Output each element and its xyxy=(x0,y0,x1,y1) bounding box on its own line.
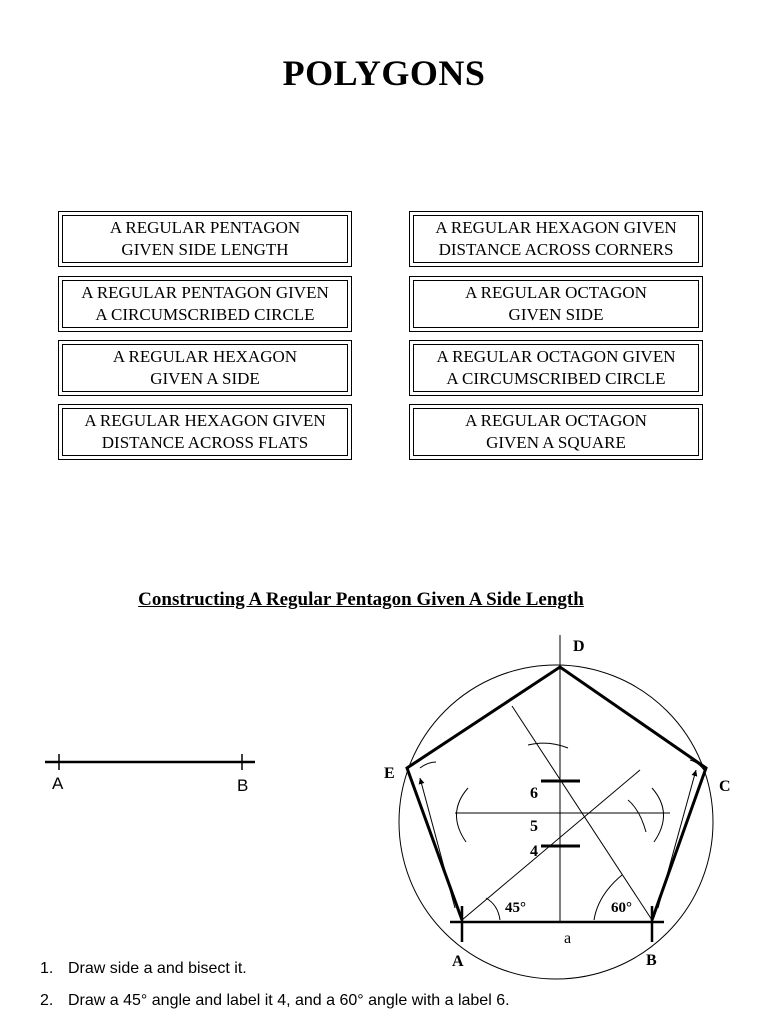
button-line-2: A CIRCUMSCRIBED CIRCLE xyxy=(446,369,666,388)
angle-label-60: 60° xyxy=(611,900,632,916)
vertex-label-b: B xyxy=(646,952,657,969)
vertex-label-a: A xyxy=(452,953,464,970)
button-line-2: DISTANCE ACROSS FLATS xyxy=(101,433,309,452)
page-title: POLYGONS xyxy=(282,53,486,93)
button-line-1: A REGULAR OCTAGON xyxy=(465,411,647,430)
button-line-1: A REGULAR HEXAGON xyxy=(112,347,298,366)
mark-label-5: 5 xyxy=(530,818,538,835)
step-number: 2. xyxy=(40,992,54,1009)
step-text: Draw side a and bisect it. xyxy=(68,960,247,977)
angle-label-45: 45° xyxy=(505,900,526,916)
side-label-a: a xyxy=(564,930,572,947)
bisector-arc-right xyxy=(652,788,664,842)
button-line-1: A REGULAR HEXAGON GIVEN xyxy=(435,218,677,237)
button-line-1: A REGULAR PENTAGON xyxy=(109,218,301,237)
segment-label-b: B xyxy=(237,776,249,795)
arc-upper-left xyxy=(528,743,568,748)
segment-label-a: A xyxy=(52,774,64,793)
bisector-arc-left xyxy=(456,788,468,842)
button-line-1: A REGULAR HEXAGON GIVEN xyxy=(84,411,326,430)
vertex-label-c: C xyxy=(719,778,731,795)
button-line-2: GIVEN A SIDE xyxy=(150,369,260,388)
section-title: Constructing A Regular Pentagon Given A Side Length xyxy=(138,589,584,610)
step-number: 1. xyxy=(40,960,54,977)
vertex-label-e: E xyxy=(384,765,395,782)
angle-arc-45 xyxy=(486,898,500,920)
button-line-2: GIVEN SIDE xyxy=(508,305,604,324)
button-line-1: A REGULAR OCTAGON xyxy=(465,283,647,302)
mark-label-6: 6 xyxy=(530,785,538,802)
step-item xyxy=(40,958,510,990)
circumscribed-circle xyxy=(399,665,713,979)
step-text: Draw a 45° angle and label it 4, and a 60° angle with a label 6. xyxy=(68,992,510,1009)
step-item xyxy=(40,990,510,1022)
arc-upper-right xyxy=(628,800,646,832)
mark-label-4: 4 xyxy=(530,843,538,860)
button-line-2: DISTANCE ACROSS CORNERS xyxy=(438,240,674,259)
button-line-1: A REGULAR OCTAGON GIVEN xyxy=(436,347,676,366)
vertex-label-d: D xyxy=(573,638,585,655)
button-line-2: GIVEN SIDE LENGTH xyxy=(121,240,289,259)
button-line-2: A CIRCUMSCRIBED CIRCLE xyxy=(95,305,315,324)
instruction-steps xyxy=(40,958,510,1022)
arc-mark-e xyxy=(420,762,436,768)
button-line-2: GIVEN A SQUARE xyxy=(486,433,626,452)
button-line-1: A REGULAR PENTAGON GIVEN xyxy=(81,283,329,302)
